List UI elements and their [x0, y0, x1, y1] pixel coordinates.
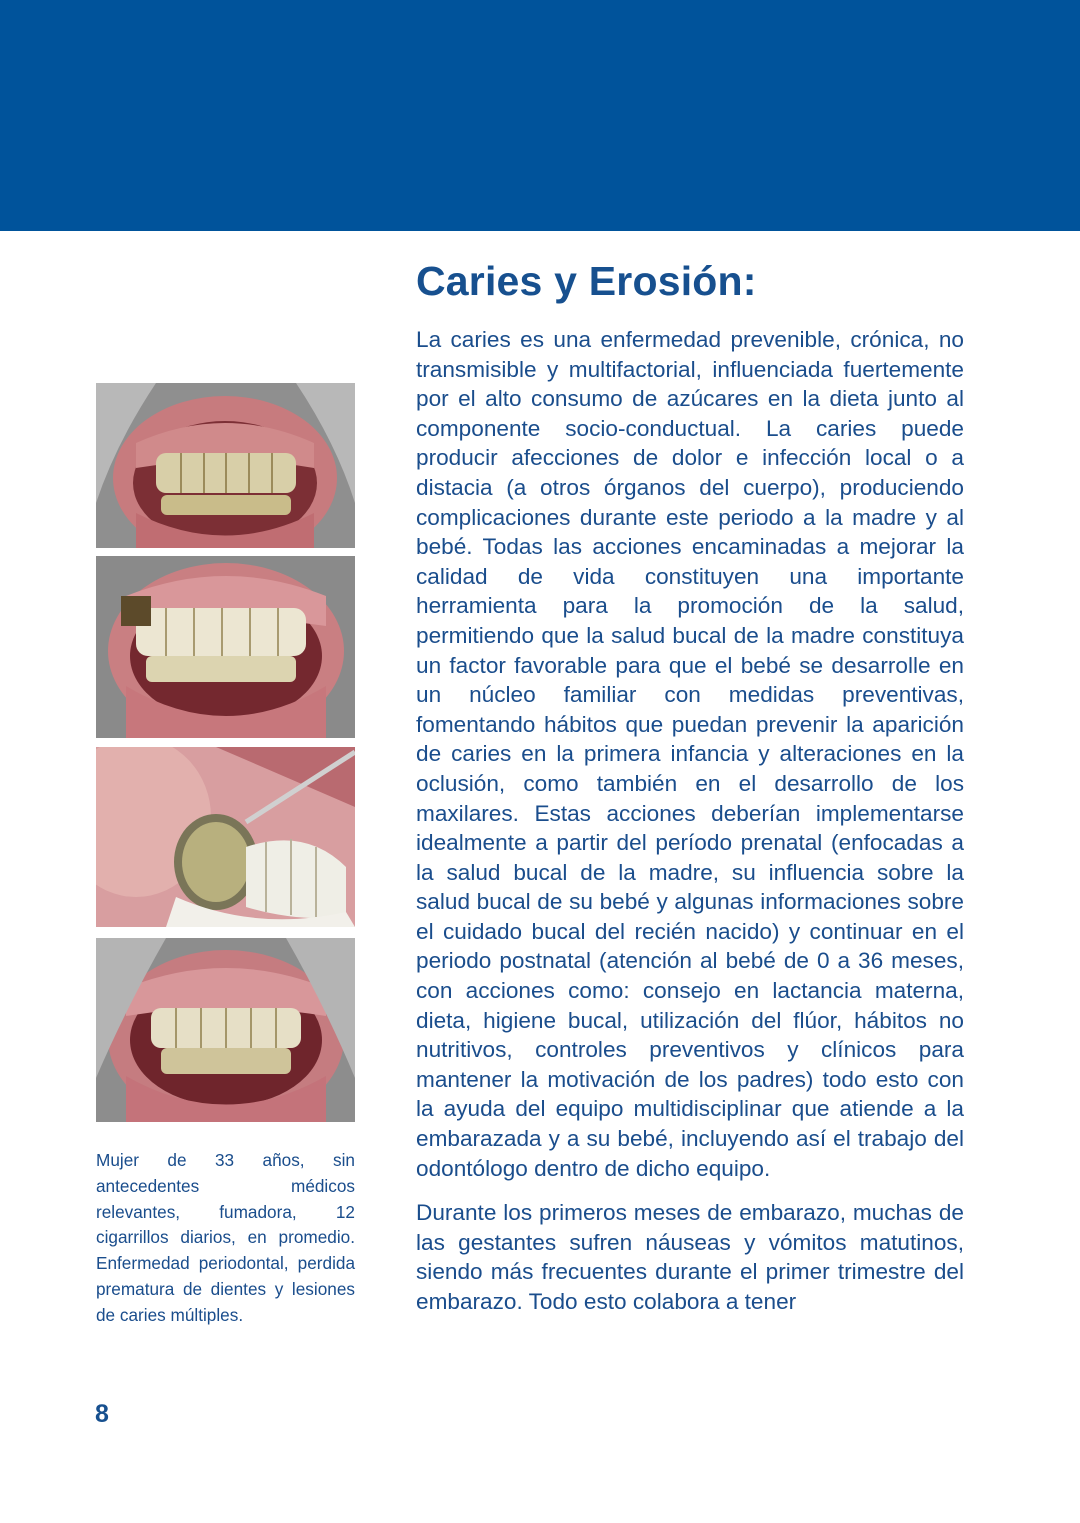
header-band: [0, 0, 1080, 231]
paragraph-1: La caries es una enfermedad prevenible, crónica, no transmisible y multifactorial, influenciada fuertemente por el alto consumo de azúcares en la dieta junto al componente socio-conductual. La caries puede producir afecciones de dolor e infección local o a distacia (a otros órganos del cuerpo), produciendo complicaciones durante este periodo a la madre y al bebé. Todas las acciones encaminadas a mejorar la calidad de vida constituyen una importante herramienta para la promoción de la salud, permitiendo que la salud bucal de la madre constituya un factor favorable para que el bebé se desarrolle en un núcleo familiar con medidas preventivas, fomentando hábitos que puedan prevenir la aparición de caries en la primera infancia y alteraciones en la oclusión, como también en el desarrollo de los maxilares. Estas acciones deberían implementarse idealmente a partir del período prenatal (enfocadas a la salud bucal de la madre, su influencia sobre la salud bucal de su bebé y algunas informaciones sobre el cuidado bucal del recién nacido) y continuar en el periodo postnatal (atención al bebé de 0 a 36 meses, con acciones como: consejo en lactancia materna, dieta, higiene bucal, utilización del flúor, hábitos no nutritivos, controles preventivos y clínicos para mantener la motivación de los padres) todo esto con la ayuda del equipo multidisciplinar que atiende a la embarazada y a su bebé, incluyendo así el trabajo del odontólogo dentro de dicho equipo.: [416, 327, 964, 1181]
clinical-photo-frontal-1: [96, 383, 355, 548]
section-heading: Caries y Erosión:: [416, 258, 757, 304]
paragraph-2: Durante los primeros meses de embarazo, muchas de las gestantes sufren náuseas y vómitos matutinos, siendo más frecuentes durante el primer trimestre del embarazo. Todo esto colabora a tener: [416, 1200, 964, 1314]
clinical-photo-frontal-2: [96, 556, 355, 738]
body-text: [416, 325, 964, 1332]
photo-caption: Mujer de 33 años, sin antecedentes médicos relevantes, fumadora, 12 cigarrillos diarios, en promedio. Enfermedad periodontal, perdida prematura de dientes y lesiones de caries múltiples.: [96, 1150, 355, 1325]
page-number: 8: [95, 1400, 109, 1428]
clinical-photo-mirror: [96, 747, 355, 927]
clinical-photo-frontal-3: [96, 938, 355, 1122]
